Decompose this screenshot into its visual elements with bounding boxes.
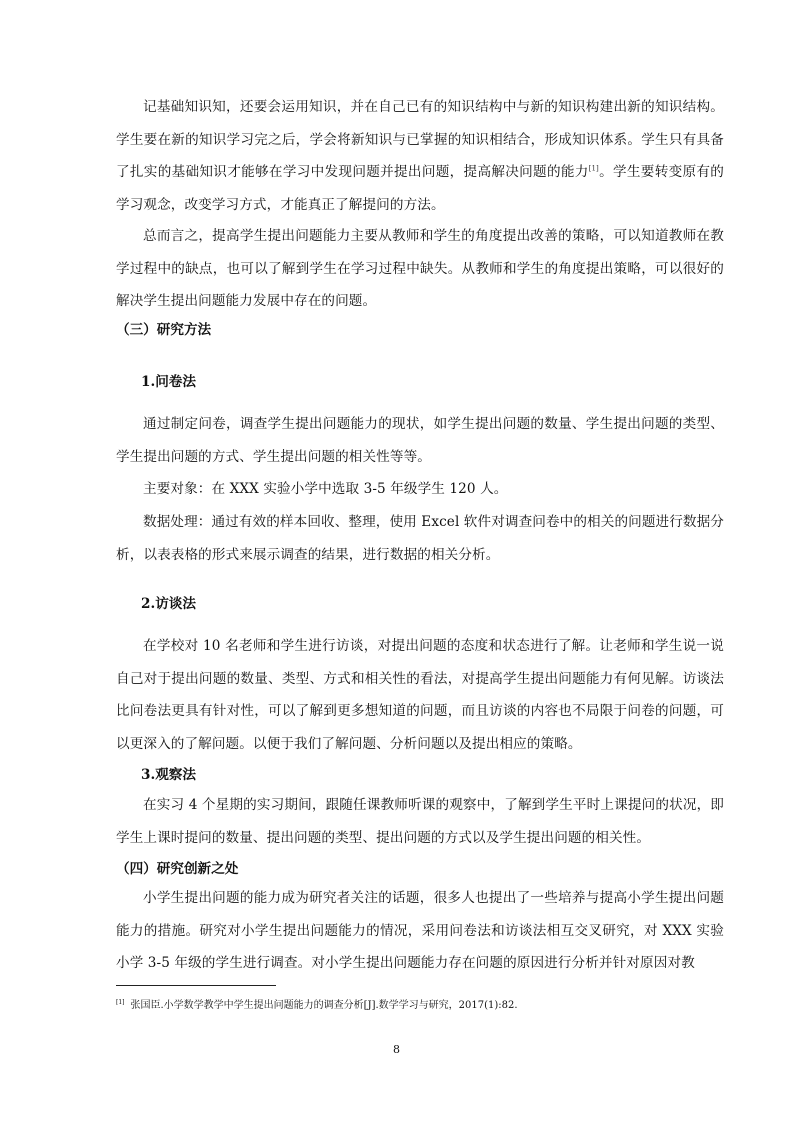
body-paragraph-observation: 在实习 4 个星期的实习期间，跟随任课教师听课的观察中，了解到学生平时上课提问的状况，即学生上课时提问的数量、提出问题的类型、提出问题的方式以及学生提出问题的相关性。 [116,797,724,846]
paragraph-text-tail: 。学生要转变原有的学习观念，改变学习方式，才能真正了解提问的方法。 [116,164,724,213]
footnote [116,996,518,1011]
footnote-mark: [1] [116,998,125,1006]
body-paragraph-2: 总而言之，提高学生提出问题能力主要从教师和学生的角度提出改善的策略，可以知道教师在教学过程中的缺点，也可以了解到学生在学习过程中缺失。从教师和学生的角度提出策略，可以很好的解决学生提出问题能力发展中存在的问题。 [116,228,724,309]
section-heading-methods: （三）研究方法 [116,322,212,338]
footnote-text: 张国臣.小学数学教学中学生提出问题能力的调查分析[J].数学学习与研究，2017(1):82. [130,1000,518,1011]
method-heading-observation: 3.观察法 [141,767,196,783]
citation-marker[interactable]: [1] [588,164,599,173]
body-paragraph-innovation: 小学生提出问题的能力成为研究者关注的话题，很多人也提出了一些培养与提高小学生提出问题能力的措施。研究对小学生提出问题能力的情况，采用问卷法和访谈法相互交叉研究，对 XXX 实验小学 3-5 年级的学生进行调查。对小学生提出问题能力存在问题的原因进行分析并针对原因对教 [116,890,724,971]
body-paragraph-1 [116,91,724,221]
method-heading-interview: 2.访谈法 [141,596,196,612]
section-heading-innovation: （四）研究创新之处 [116,861,239,877]
page-number: 8 [393,1043,400,1056]
method-heading-questionnaire: 1.问卷法 [141,374,196,390]
footnote-divider [116,985,276,986]
body-paragraph-data-processing: 数据处理：通过有效的样本回收、整理，使用 Excel 软件对调查问卷中的相关的问题进行数据分析，以表表格的形式来展示调查的结果，进行数据的相关分析。 [116,514,724,563]
body-paragraph-questionnaire: 通过制定问卷，调查学生提出问题能力的现状，如学生提出问题的数量、学生提出问题的类型、学生提出问题的方式、学生提出问题的相关性等等。 [116,416,724,465]
paragraph-text: 记基础知识知，还要会运用知识，并在自己已有的知识结构中与新的知识构建出新的知识结构。学生要在新的知识学习完之后，学会将新知识与已掌握的知识相结合，形成知识体系。学生只有具备了扎实的基础知识才能够在学习中发现问题并提出问题，提高解决问题的能力 [116,99,724,180]
body-paragraph-interview: 在学校对 10 名老师和学生进行访谈，对提出问题的态度和状态进行了解。让老师和学生说一说自己对于提出问题的数量、类型、方式和相关性的看法，对提高学生提出问题能力有何见解。访谈法比问卷法更具有针对性，可以了解到更多想知道的问题，而且访谈的内容也不局限于问卷的问题，可以更深入的了解问题。以便于我们了解问题、分析问题以及提出相应的策略。 [116,638,724,752]
body-paragraph-subjects: 主要对象：在 XXX 实验小学中选取 3-5 年级学生 120 人。 [143,481,508,497]
